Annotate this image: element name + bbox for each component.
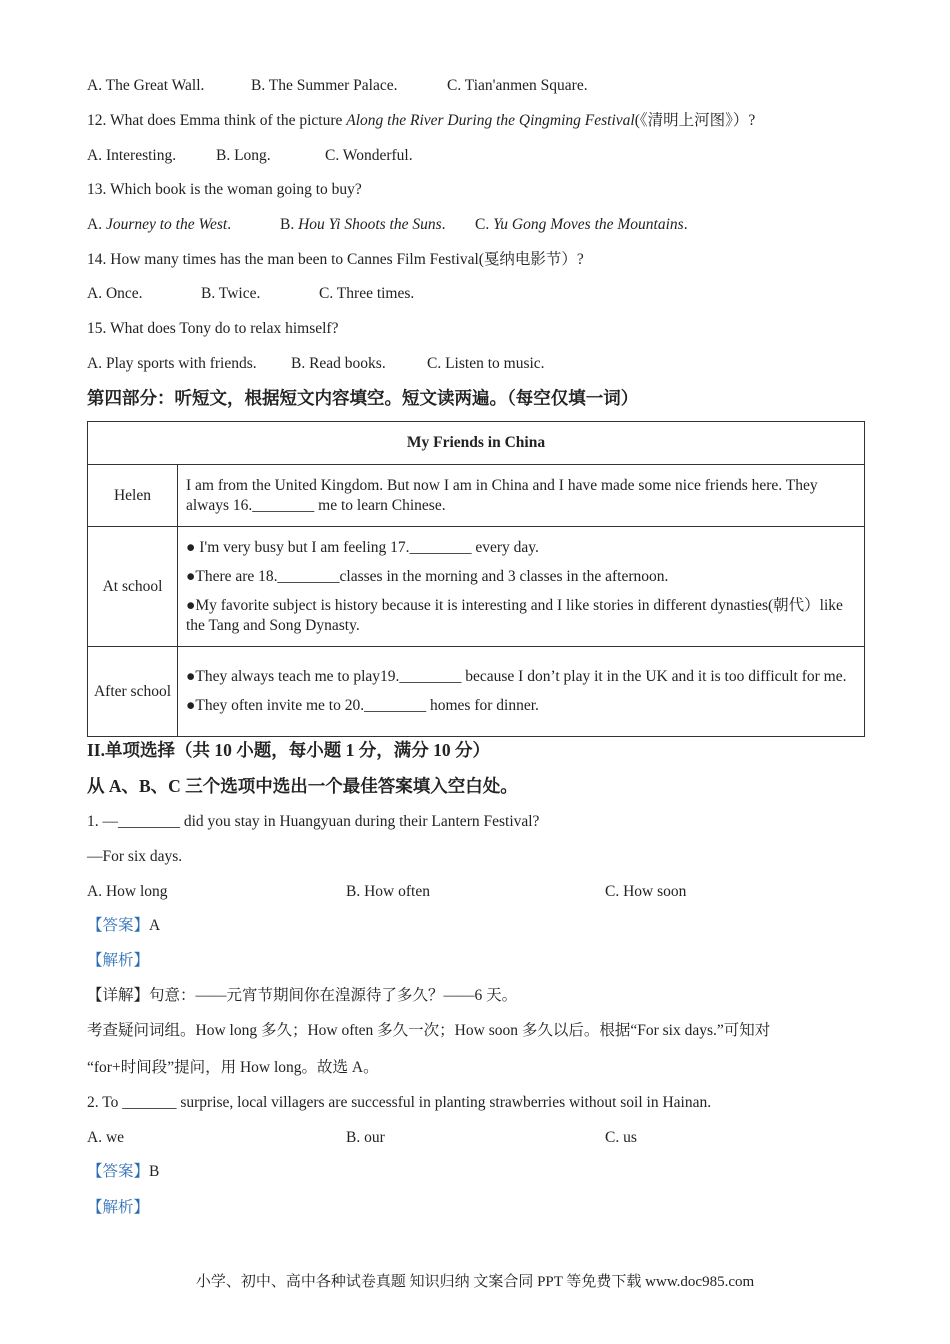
q1-stem: 1. —________ did you stay in Huangyuan during their Lantern Festival? — [87, 813, 540, 830]
row-content-helen — [178, 465, 865, 527]
table-line: ● I'm very busy but I am feeling 17.________ every day. — [186, 538, 539, 556]
q15-stem: 15. What does Tony do to relax himself? — [87, 320, 339, 337]
friends-table — [87, 421, 865, 737]
q2-analysis-tag: 【解析】 — [87, 1199, 150, 1216]
q13-option-a: A. Journey to the West. — [87, 216, 232, 233]
q14-stem: 14. How many times has the man been to Cannes Film Festival(戛纳电影节）? — [87, 251, 584, 268]
q2-answer: 【答案】B — [87, 1163, 160, 1180]
q13-option-b: B. Hou Yi Shoots the Suns. — [280, 216, 446, 233]
q11-option-b: B. The Summer Palace. — [251, 77, 398, 94]
q1-reply: —For six days. — [87, 848, 183, 865]
table-line: ●There are 18.________classes in the morning and 3 classes in the afternoon. — [186, 567, 669, 585]
table-line: ●They often invite me to 20.________ homes for dinner. — [186, 697, 539, 714]
table-line: I am from the United Kingdom. But now I am in China and I have made some nice friends here. They always 16.________ me to learn Chinese. — [186, 476, 818, 514]
row-label-at-school: At school — [88, 527, 178, 647]
q1-analysis-tag: 【解析】 — [87, 952, 150, 969]
section2-instruction: 从 A、B、C 三个选项中选出一个最佳答案填入空白处。 — [87, 776, 518, 796]
q2-option-c: C. us — [605, 1129, 637, 1146]
q13-option-c: C. Yu Gong Moves the Mountains. — [475, 216, 688, 233]
q11-option-a: A. The Great Wall. — [87, 77, 205, 94]
q15-option-b: B. Read books. — [291, 355, 386, 372]
q12-option-c: C. Wonderful. — [325, 147, 413, 164]
q14-option-b: B. Twice. — [201, 285, 261, 302]
part4-heading: 第四部分：听短文，根据短文内容填空。短文读两遍。（每空仅填一词） — [87, 388, 639, 408]
q2-option-b: B. our — [346, 1129, 385, 1146]
q1-explain-line1: 考查疑问词组。How long 多久；How often 多久一次；How soon 多久以后。根据“For six days.”可知对 — [87, 1022, 771, 1039]
row-content-at-school — [178, 527, 865, 647]
table-line: ●My favorite subject is history because it is interesting and I like stories in different dynasties(朝代）like the Tang and Song Dynasty. — [186, 596, 843, 634]
q13-stem: 13. Which book is the woman going to buy? — [87, 181, 362, 198]
section2-heading: II.单项选择（共 10 小题，每小题 1 分，满分 10 分） — [87, 740, 490, 760]
q2-stem: 2. To _______ surprise, local villagers are successful in planting strawberries without soil in Hainan. — [87, 1094, 712, 1111]
q12-option-b: B. Long. — [216, 147, 271, 164]
q12-stem: 12. What does Emma think of the picture Along the River During the Qingming Festival(《清明上河图》）? — [87, 112, 756, 129]
q14-option-c: C. Three times. — [319, 285, 415, 302]
q1-option-c: C. How soon — [605, 883, 687, 900]
q14-option-a: A. Once. — [87, 285, 143, 302]
q15-option-c: C. Listen to music. — [427, 355, 545, 372]
q1-option-b: B. How often — [346, 883, 430, 900]
q15-option-a: A. Play sports with friends. — [87, 355, 257, 372]
q12-option-a: A. Interesting. — [87, 147, 177, 164]
q1-answer: 【答案】A — [87, 917, 161, 934]
page-footer: 小学、初中、高中各种试卷真题 知识归纳 文案合同 PPT 等免费下载 www.doc985.com — [195, 1274, 755, 1290]
row-content-after-school — [178, 647, 865, 737]
q11-option-c: C. Tian'anmen Square. — [447, 77, 588, 94]
q1-explain-line2: “for+时间段”提问，用 How long。故选 A。 — [87, 1059, 379, 1076]
table-title: My Friends in China — [88, 422, 865, 465]
q1-detail: 【详解】句意：——元宵节期间你在湟源待了多久？——6 天。 — [87, 987, 518, 1004]
q1-option-a: A. How long — [87, 883, 168, 900]
row-label-helen: Helen — [88, 465, 178, 527]
q2-option-a: A. we — [87, 1129, 125, 1146]
table-line: ●They always teach me to play19.________ because I don’t play it in the UK and it is too difficult for me. — [186, 668, 847, 685]
row-label-after-school: After school — [88, 647, 178, 737]
